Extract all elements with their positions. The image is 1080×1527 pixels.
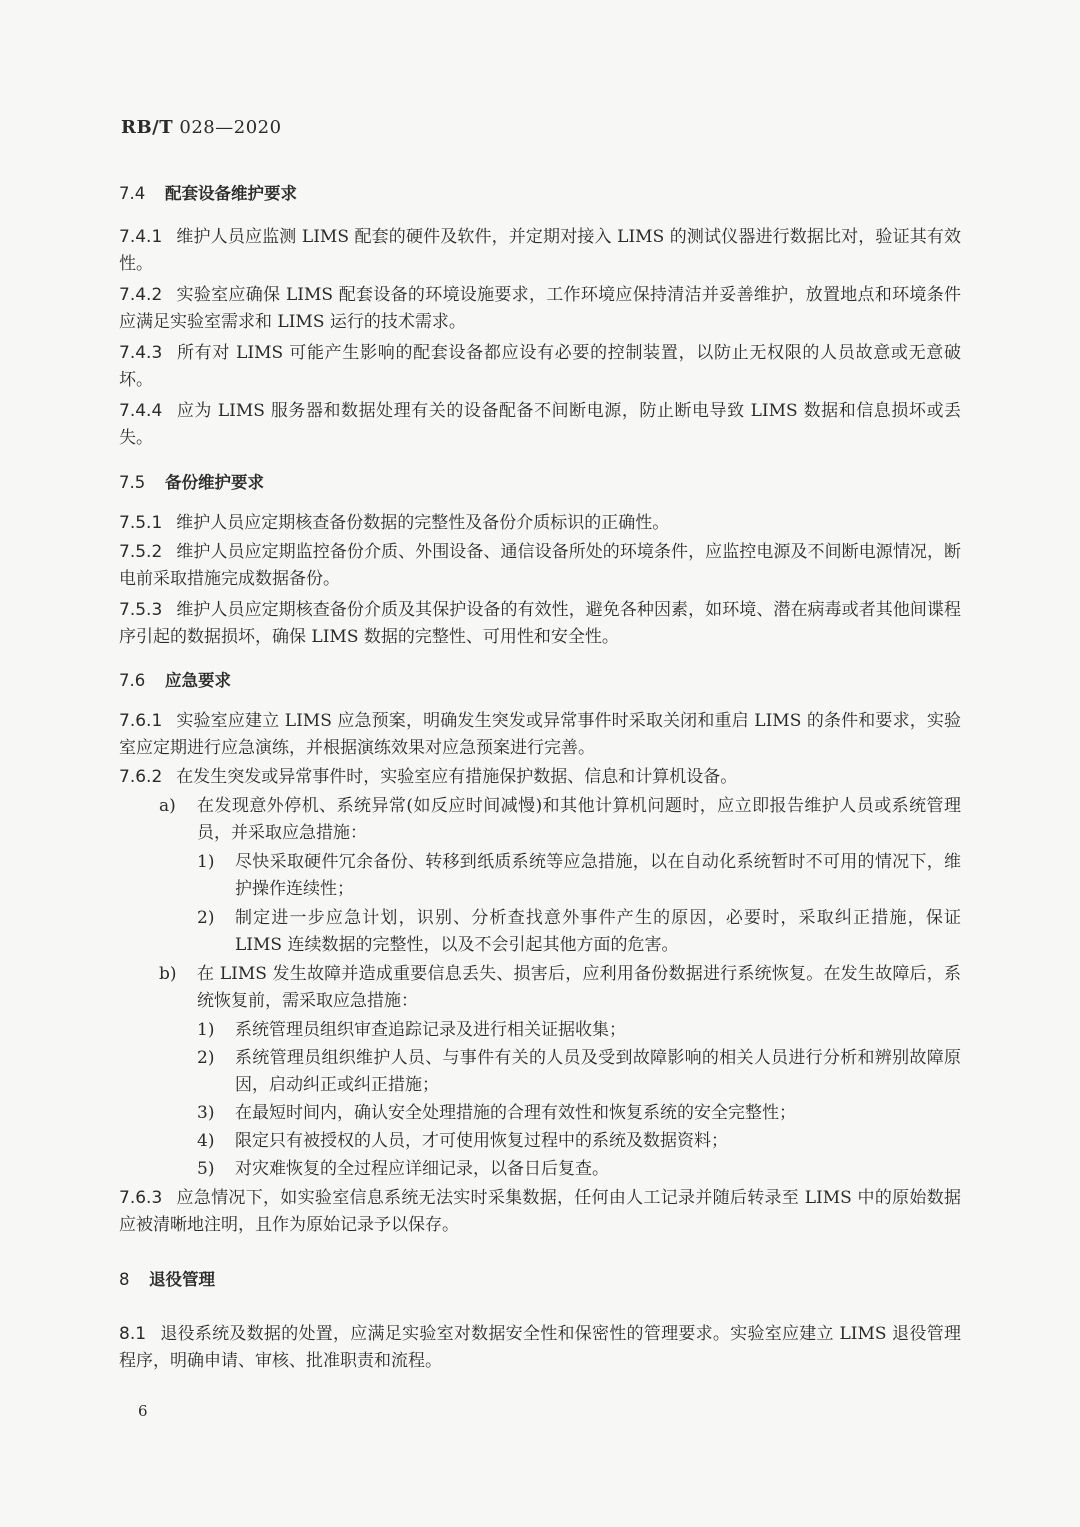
section-heading-7-5: 7.5 备份维护要求: [119, 473, 264, 492]
list-item-a-1: 1) 尽快采取硬件冗余备份、转移到纸质系统等应急措施，以在自动化系统暂时不可用的情况下，维护操作连续性；: [197, 852, 961, 899]
clause-7-6-1: 7.6.1 实验室应建立 LIMS 应急预案，明确发生突发或异常事件时采取关闭和重启 LIMS 的条件和要求，实验室应定期进行应急演练，并根据演练效果对应急预案进行完善。: [119, 711, 961, 758]
clause-7-6-3: 7.6.3 应急情况下，如实验室信息系统无法实时采集数据，任何由人工记录并随后转录至 LIMS 中的原始数据应被清晰地注明，且作为原始记录予以保存。: [119, 1188, 961, 1235]
list-item-b-3: 3) 在最短时间内，确认安全处理措施的合理有效性和恢复系统的安全完整性；: [197, 1103, 796, 1123]
clause-7-4-2: 7.4.2 实验室应确保 LIMS 配套设备的环境设施要求，工作环境应保持清洁并妥善维护，放置地点和环境条件应满足实验室需求和 LIMS 运行的技术需求。: [119, 285, 961, 332]
clause-7-5-2: 7.5.2 维护人员应定期监控备份介质、外围设备、通信设备所处的环境条件，应监控电源及不间断电源情况，断电前采取措施完成数据备份。: [119, 542, 961, 589]
standard-header: [121, 117, 282, 138]
clause-7-4-1: 7.4.1 维护人员应监测 LIMS 配套的硬件及软件，并定期对接入 LIMS 的测试仪器进行数据比对，验证其有效性。: [119, 227, 961, 274]
list-item-b-2: 2) 系统管理员组织维护人员、与事件有关的人员及受到故障影响的相关人员进行分析和辨别故障原因，启动纠正或纠正措施；: [197, 1048, 961, 1095]
section-heading-8: 8 退役管理: [119, 1270, 215, 1289]
list-item-b: b) 在 LIMS 发生故障并造成重要信息丢失、损害后，应利用备份数据进行系统恢复。在发生故障后，系统恢复前，需采取应急措施：: [159, 964, 961, 1011]
page-number: 6: [138, 1402, 148, 1420]
list-item-b-5: 5) 对灾难恢复的全过程应详细记录，以备日后复查。: [197, 1159, 609, 1179]
clause-7-6-2: 7.6.2 在发生突发或异常事件时，实验室应有措施保护数据、信息和计算机设备。: [119, 767, 738, 787]
clause-8-1: 8.1 退役系统及数据的处置，应满足实验室对数据安全性和保密性的管理要求。实验室应建立 LIMS 退役管理程序，明确申请、审核、批准职责和流程。: [119, 1324, 961, 1371]
document-body: [119, 180, 961, 1375]
list-item-b-1: 1) 系统管理员组织审查追踪记录及进行相关证据收集；: [197, 1020, 626, 1040]
clause-7-4-3: 7.4.3 所有对 LIMS 可能产生影响的配套设备都应设有必要的控制装置，以防止无权限的人员故意或无意破坏。: [119, 343, 961, 390]
clause-7-5-3: 7.5.3 维护人员应定期核查备份介质及其保护设备的有效性，避免各种因素，如环境、潜在病毒或者其他间谍程序引起的数据损坏，确保 LIMS 数据的完整性、可用性和安全性。: [119, 600, 961, 647]
clause-7-4-4: 7.4.4 应为 LIMS 服务器和数据处理有关的设备配备不间断电源，防止断电导致 LIMS 数据和信息损坏或丢失。: [119, 401, 961, 448]
list-item-a: a) 在发现意外停机、系统异常(如反应时间减慢)和其他计算机问题时，应立即报告维护人员或系统管理员，并采取应急措施：: [159, 796, 961, 843]
clause-7-5-1: 7.5.1 维护人员应定期核查备份数据的完整性及备份介质标识的正确性。: [119, 513, 670, 533]
section-heading-7-4: 7.4 配套设备维护要求: [119, 184, 297, 203]
list-item-a-2: 2) 制定进一步应急计划，识别、分析查找意外事件产生的原因，必要时，采取纠正措施，保证 LIMS 连续数据的完整性，以及不会引起其他方面的危害。: [197, 908, 961, 955]
section-heading-7-6: 7.6 应急要求: [119, 671, 231, 690]
list-item-b-4: 4) 限定只有被授权的人员，才可使用恢复过程中的系统及数据资料；: [197, 1131, 728, 1151]
standard-code: RB/T: [121, 117, 174, 138]
standard-number: 028—2020: [179, 117, 282, 138]
